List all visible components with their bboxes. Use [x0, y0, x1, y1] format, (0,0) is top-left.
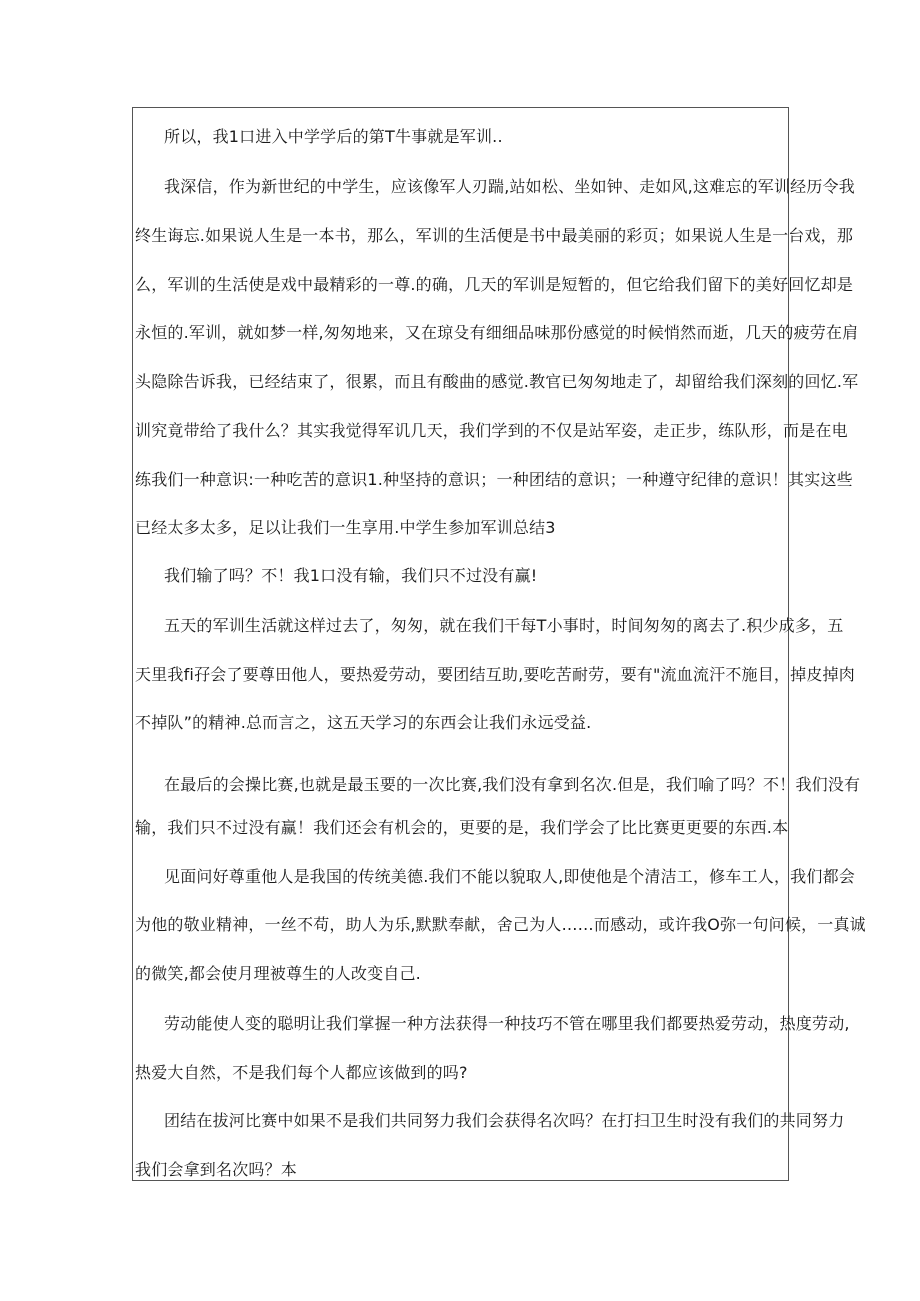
paragraph-line: 在最后的会操比赛,也就是最玉要的一次比赛,我们没有拿到名次.但是，我们喻了吗？不！我们没有 [164, 775, 861, 794]
paragraph-line: 终生诲忘.如果说人生是一本书，那么，军训的生活便是书中最美丽的彩页；如果说人生是一台戏，那 [135, 226, 854, 245]
paragraph-line: 输，我们只不过没有赢！我们还会有机会的，更要的是，我们学会了比比赛更更要的东西.本 [135, 818, 789, 837]
paragraph-line: 所以，我1口进入中学学后的第T牛事就是军训.. [164, 127, 503, 146]
paragraph-line: 永恒的.军训，就如梦一样,匆匆地来，又在琼殳有细细品味那份感觉的时候悄然而逝，几天的疲劳在肩 [135, 323, 859, 342]
paragraph-line: 已经太多太多，足以让我们一生享用.中学生参加军训总结3 [135, 518, 556, 537]
paragraph-line: 为他的敬业精神，一丝不苟，助人为乐,默默奉献，舍己为人……而感动，或许我O弥一句问候，一真诚 [135, 915, 866, 934]
paragraph-line: 不掉队”的精神.总而言之，这五天学习的东西会让我们永远受益. [135, 713, 592, 732]
paragraph-line: 劳动能使人变的聪明让我们掌握一种方法获得一种技巧不管在哪里我们都要热爱劳动，热度劳动, [164, 1014, 850, 1033]
paragraph-line: 头隐除告诉我，已经结束了，很累，而且有酸曲的感觉.教官已匆匆地走了，却留给我们深刻的回忆.军 [135, 372, 859, 391]
paragraph-line: 我深信，作为新世纪的中学生，应该像军人刃踹,站如松、坐如钟、走如风,这难忘的军训经历令我 [164, 177, 855, 196]
paragraph-line: 团结在拔河比赛中如果不是我们共同努力我们会获得名次吗？在打扫卫生时没有我们的共同努力 [164, 1111, 845, 1130]
paragraph-line: 训究竟带给了我什么？其实我觉得军讥几天，我们学到的不仅是站军姿，走正步，练队形，而是在电 [135, 421, 848, 440]
paragraph-line: 五天的军训生活就这样过去了，匆匆，就在我们干每T小事时，时间匆匆的离去了.积少成多，五 [164, 616, 844, 635]
paragraph-line: 的微笑,都会使月理被尊生的人改变自己. [135, 964, 421, 983]
paragraph-line: 我们会拿到名次吗？本 [135, 1160, 298, 1179]
paragraph-line: 热爱大自然，不是我们每个人都应该做到的吗? [135, 1063, 468, 1082]
paragraph-line: 见面问好尊重他人是我国的传统美德.我们不能以貌取人,即使他是个清洁工，修车工人，我们都会 [164, 867, 855, 886]
paragraph-line: 练我们一种意识:一种吃苦的意识1.种坚持的意识；一种团结的意识；一种遵守纪律的意识！其实这些 [135, 470, 853, 489]
paragraph-line: 么，军训的生活使是戏中最精彩的一尊.的确，几天的军训是短暂的，但它给我们留下的美好回忆却是 [135, 275, 854, 294]
paragraph-line: 天里我fi孖会了要尊田他人，要热爱劳动，要团结互助,要吃苦耐劳，要有"流血流汗不施目，掉皮掉肉 [135, 665, 855, 684]
paragraph-line: 我们输了吗？不！我1口没有输，我们只不过没有赢! [164, 566, 538, 585]
